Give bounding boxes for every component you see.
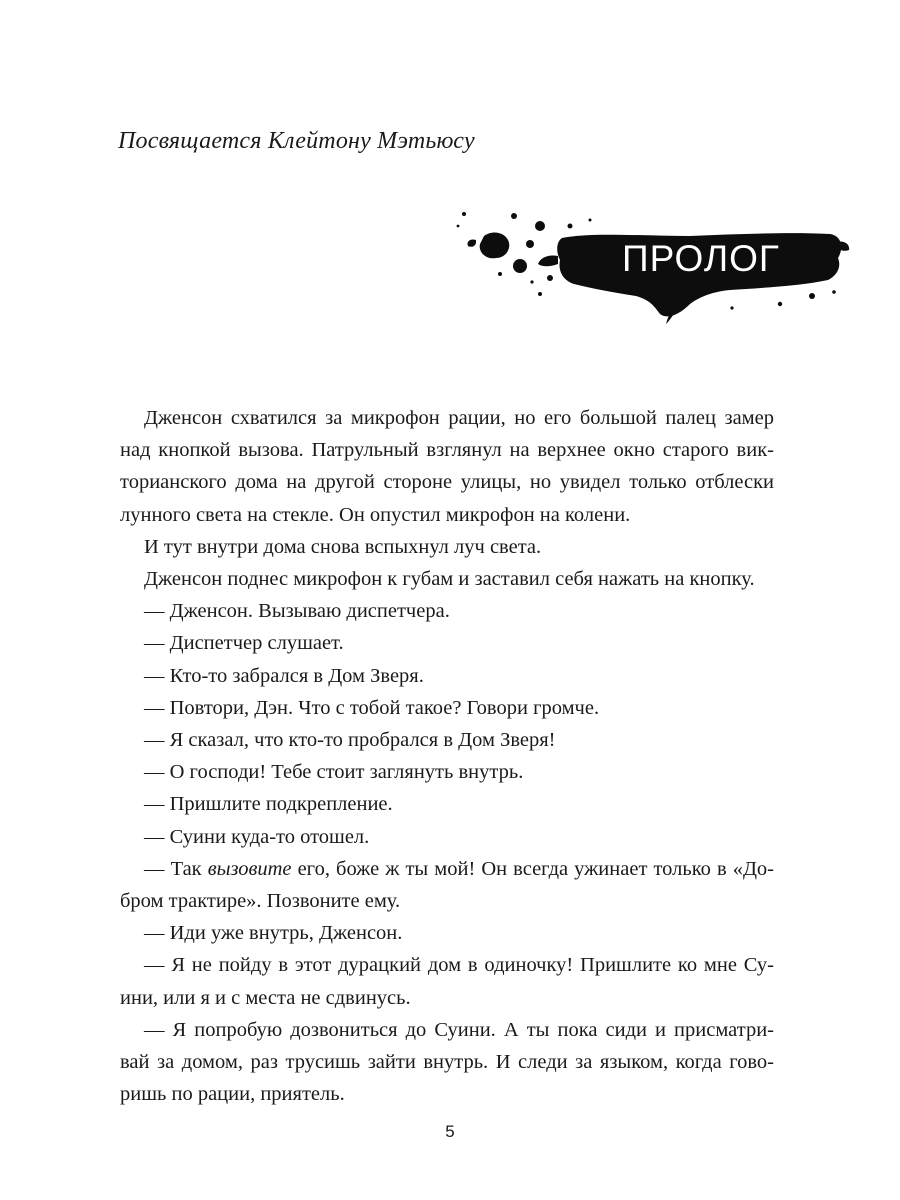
- body-text: [120, 402, 774, 1110]
- text-line: торианского дома на другой стороне улицы, но увидел только отблески: [120, 471, 774, 494]
- paragraph: [120, 724, 774, 756]
- paragraph: [120, 563, 774, 595]
- chapter-title: ПРОЛОГ: [622, 238, 780, 279]
- paragraph: [120, 756, 774, 788]
- text-line: ришь по рации, приятель.: [120, 1083, 345, 1106]
- text-line: И тут внутри дома снова вспыхнул луч света.: [144, 535, 542, 558]
- page-number: 5: [445, 1122, 455, 1141]
- paragraph: [120, 949, 774, 1013]
- paragraph: [120, 627, 774, 659]
- emphasis-word: вызовите: [207, 857, 292, 880]
- paragraph: [120, 595, 774, 627]
- text-line: Дженсон схватился за микрофон рации, но его большой палец замер: [144, 407, 774, 429]
- text-line: ини, или я и с места не сдвинусь.: [120, 986, 411, 1009]
- text-line: — Я сказал, что кто-то пробрался в Дом Зверя!: [144, 729, 556, 752]
- paragraph: [120, 917, 774, 949]
- paragraph: [120, 821, 774, 853]
- text-line: — Иди уже внутрь, Дженсон.: [144, 922, 403, 945]
- text-line: — Диспетчер слушает.: [144, 632, 344, 655]
- text-line: — Пришлите подкрепление.: [144, 793, 393, 816]
- chapter-banner: [440, 196, 850, 336]
- text-line: — О господи! Тебе стоит заглянуть внутрь.: [144, 761, 524, 784]
- text-line: — Я попробую дозвониться до Суини. А ты пока сиди и присматри-: [144, 1018, 774, 1041]
- text-line: — Дженсон. Вызываю диспетчера.: [144, 600, 450, 623]
- text-segment: — Так: [144, 857, 208, 880]
- text-line: — Повтори, Дэн. Что с тобой такое? Говори громче.: [144, 696, 600, 719]
- text-line: бром трактире». Позвоните ему.: [120, 890, 401, 913]
- paragraph: [120, 402, 774, 531]
- text-line: [120, 853, 774, 885]
- paragraph: [120, 1014, 774, 1111]
- paragraph: [120, 788, 774, 820]
- paragraph: [120, 660, 774, 692]
- paragraph: [120, 692, 774, 724]
- text-line: вай за домом, раз трусишь зайти внутрь. И следи за языком, когда гово-: [120, 1051, 774, 1074]
- text-segment: его, боже ж ты мой! Он всегда ужинает только в «До-: [291, 857, 774, 880]
- text-line: Дженсон поднес микрофон к губам и заставил себя нажать на кнопку.: [144, 568, 755, 591]
- paragraph: [120, 531, 774, 563]
- text-line: над кнопкой вызова. Патрульный взглянул на верхнее окно старого вик-: [120, 439, 774, 462]
- text-line: — Кто-то забрался в Дом Зверя.: [144, 664, 424, 687]
- dedication: Посвящается Клейтону Мэтьюсу: [118, 128, 475, 154]
- text-line: лунного света на стекле. Он опустил микрофон на колени.: [120, 503, 631, 526]
- text-line: — Суини куда-то отошел.: [144, 825, 370, 848]
- paragraph: [120, 853, 774, 917]
- text-line: — Я не пойду в этот дурацкий дом в одиночку! Пришлите ко мне Су-: [144, 954, 774, 977]
